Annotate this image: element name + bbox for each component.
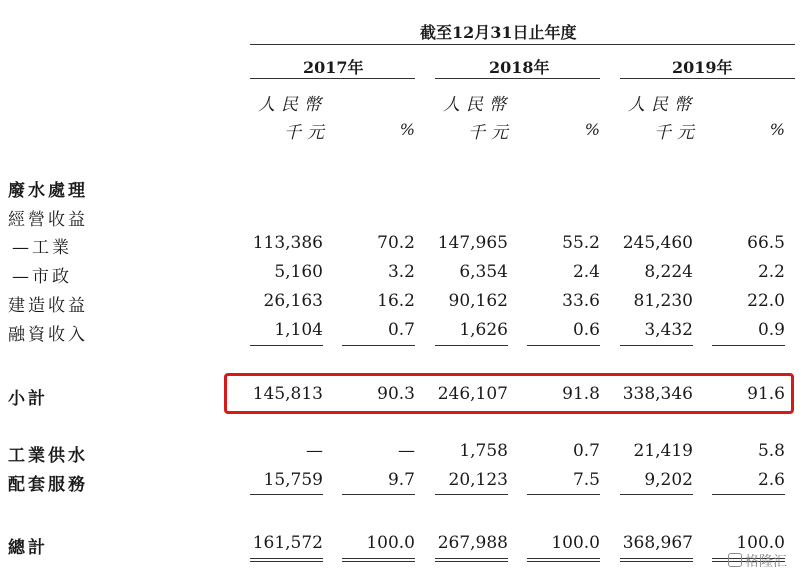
cell-support-1: 15,759: [263, 470, 323, 490]
subtotal-highlight-box: [224, 373, 794, 414]
cell-support-3: 20,123: [448, 470, 508, 490]
rule-finance-c2: [342, 345, 415, 346]
cell-water-supply-5: 21,419: [633, 441, 693, 461]
cell-total-2: 100.0: [366, 533, 415, 553]
unit-label-2017: 千元: [284, 123, 330, 143]
rule-support-c2: [342, 494, 415, 495]
pct-label-2019: %: [769, 120, 785, 139]
double-rule-c1: [250, 558, 323, 562]
cell-industrial-2: 70.2: [377, 233, 415, 253]
cell-support-6: 2.6: [757, 470, 785, 490]
cell-construction-2: 16.2: [377, 291, 415, 311]
year-2019-rule: [620, 78, 795, 79]
double-rule-c4: [527, 558, 600, 562]
cell-total-5: 368,967: [622, 533, 693, 553]
rule-support-c3: [435, 494, 508, 495]
rule-finance-c6: [712, 345, 785, 346]
currency-label-2019: 人民幣: [628, 95, 697, 115]
cell-subtotal-5: 338,346: [622, 384, 693, 404]
cell-subtotal-4: 91.8: [562, 384, 600, 404]
row-label-water-supply: 工業供水: [8, 446, 88, 466]
cell-support-2: 9.7: [387, 470, 415, 490]
cell-municipal-5: 8,224: [644, 262, 693, 282]
rule-finance-c1: [250, 345, 323, 346]
watermark-icon: [728, 553, 742, 567]
row-label-support: 配套服務: [8, 475, 88, 495]
rule-finance-c4: [527, 345, 600, 346]
year-2017-rule: [250, 78, 415, 79]
watermark-logo: [728, 551, 787, 571]
cell-total-6: 100.0: [736, 533, 785, 553]
currency-label-2017: 人民幣: [258, 95, 327, 115]
cell-industrial-6: 66.5: [747, 233, 785, 253]
cell-construction-6: 22.0: [747, 291, 785, 311]
section-operating-income: 經營收益: [8, 210, 88, 230]
double-rule-c5: [620, 558, 693, 562]
period-header: 截至12月31日止年度: [420, 23, 577, 42]
cell-municipal-6: 2.2: [757, 262, 785, 282]
cell-water-supply-4: 0.7: [572, 441, 600, 461]
pct-label-2018: %: [584, 120, 600, 139]
double-rule-c2: [342, 558, 415, 562]
currency-label-2018: 人民幣: [443, 95, 512, 115]
cell-municipal-3: 6,354: [459, 262, 508, 282]
row-label-finance: 融資收入: [8, 325, 88, 345]
cell-water-supply-2: —: [398, 441, 415, 461]
year-2019-header: 2019年: [672, 58, 733, 77]
cell-support-4: 7.5: [572, 470, 600, 490]
row-label-total: 總計: [8, 538, 48, 558]
cell-subtotal-3: 246,107: [437, 384, 508, 404]
cell-water-supply-1: —: [306, 441, 323, 461]
cell-finance-1: 1,104: [274, 320, 323, 340]
unit-label-2018: 千元: [468, 123, 514, 143]
cell-industrial-5: 245,460: [622, 233, 693, 253]
cell-water-supply-6: 5.8: [757, 441, 785, 461]
rule-support-c6: [712, 494, 785, 495]
rule-support-c5: [620, 494, 693, 495]
cell-finance-6: 0.9: [757, 320, 785, 340]
cell-finance-5: 3,432: [644, 320, 693, 340]
pct-label-2017: %: [399, 120, 415, 139]
rule-support-c4: [527, 494, 600, 495]
cell-municipal-1: 5,160: [274, 262, 323, 282]
cell-industrial-4: 55.2: [562, 233, 600, 253]
cell-total-3: 267,988: [437, 533, 508, 553]
year-2018-header: 2018年: [489, 58, 550, 77]
cell-subtotal-6: 91.6: [747, 384, 785, 404]
row-label-construction: 建造收益: [8, 296, 88, 316]
cell-municipal-2: 3.2: [387, 262, 415, 282]
cell-subtotal-1: 145,813: [252, 384, 323, 404]
rule-finance-c3: [435, 345, 508, 346]
cell-total-4: 100.0: [551, 533, 600, 553]
cell-construction-4: 33.6: [562, 291, 600, 311]
cell-construction-5: 81,230: [633, 291, 693, 311]
cell-municipal-4: 2.4: [572, 262, 600, 282]
row-label-municipal: —市政: [12, 267, 72, 287]
rule-finance-c5: [620, 345, 693, 346]
cell-industrial-3: 147,965: [437, 233, 508, 253]
rule-support-c1: [250, 494, 323, 495]
header-rule: [250, 44, 795, 45]
cell-subtotal-2: 90.3: [377, 384, 415, 404]
cell-industrial-1: 113,386: [252, 233, 323, 253]
row-label-subtotal: 小計: [8, 389, 48, 409]
cell-water-supply-3: 1,758: [459, 441, 508, 461]
cell-finance-2: 0.7: [387, 320, 415, 340]
section-waste-water: 廢水處理: [8, 181, 88, 201]
cell-finance-4: 0.6: [572, 320, 600, 340]
year-2017-header: 2017年: [303, 58, 364, 77]
year-2018-rule: [435, 78, 600, 79]
row-label-industrial: —工業: [12, 238, 72, 258]
watermark-text: 格隆汇: [745, 554, 787, 570]
cell-construction-1: 26,163: [263, 291, 323, 311]
cell-construction-3: 90,162: [448, 291, 508, 311]
cell-support-5: 9,202: [644, 470, 693, 490]
unit-label-2019: 千元: [654, 123, 700, 143]
cell-total-1: 161,572: [252, 533, 323, 553]
double-rule-c3: [435, 558, 508, 562]
cell-finance-3: 1,626: [459, 320, 508, 340]
